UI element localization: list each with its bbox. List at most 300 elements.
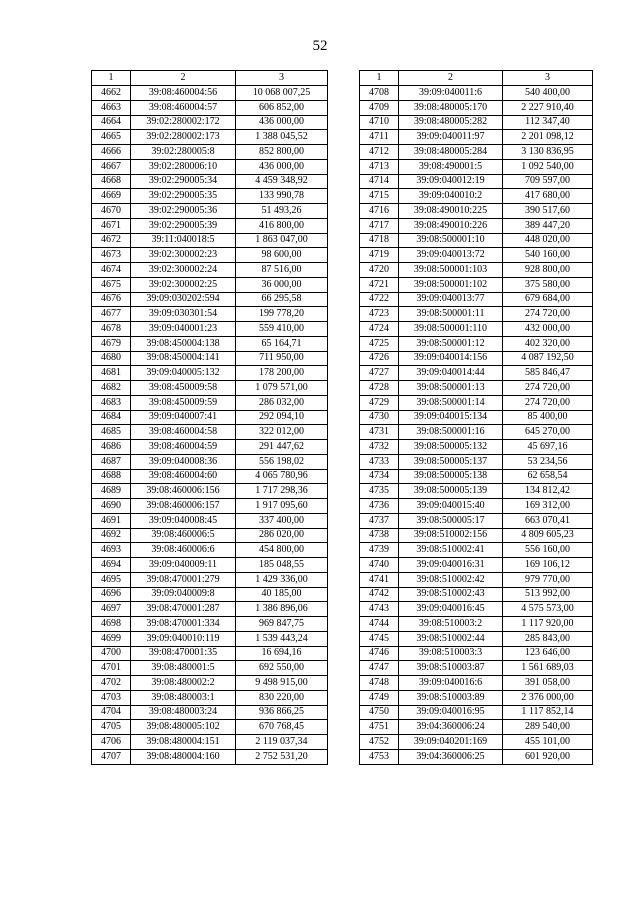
table-row [360, 145, 593, 160]
cadastral-number: 39:08:480003:1 [131, 690, 236, 705]
cadastral-value: 1 117 852,14 [503, 705, 593, 720]
row-number: 4670 [92, 204, 131, 219]
table-row [360, 189, 593, 204]
row-number: 4740 [360, 558, 399, 573]
table-row [92, 292, 328, 307]
row-number: 4728 [360, 381, 399, 396]
row-number: 4681 [92, 366, 131, 381]
table-row [360, 705, 593, 720]
row-number: 4727 [360, 366, 399, 381]
row-number: 4686 [92, 440, 131, 455]
cadastral-value: 711 950,00 [236, 351, 328, 366]
table-row [360, 720, 593, 735]
cadastral-value: 556 160,00 [503, 543, 593, 558]
column-header-row [360, 71, 593, 86]
cadastral-number: 39:02:280006:10 [131, 159, 236, 174]
table-row [92, 395, 328, 410]
column-header: 2 [131, 71, 236, 86]
row-number: 4688 [92, 469, 131, 484]
row-number: 4699 [92, 631, 131, 646]
cadastral-value: 1 079 571,00 [236, 381, 328, 396]
cadastral-number: 39:08:500001:16 [399, 425, 503, 440]
cadastral-value: 322 012,00 [236, 425, 328, 440]
cadastral-number: 39:09:040201:169 [399, 735, 503, 750]
row-number: 4684 [92, 410, 131, 425]
table-row [92, 558, 328, 573]
cadastral-number: 39:08:480003:24 [131, 705, 236, 720]
row-number: 4675 [92, 277, 131, 292]
cadastral-value: 292 094,10 [236, 410, 328, 425]
cadastral-number: 39:08:460006:156 [131, 484, 236, 499]
table-row [360, 425, 593, 440]
cadastral-value: 979 770,00 [503, 572, 593, 587]
table-row [92, 322, 328, 337]
table-row [92, 690, 328, 705]
cadastral-number: 39:09:040013:72 [399, 248, 503, 263]
table-row [360, 277, 593, 292]
table-row [360, 631, 593, 646]
table-row [360, 543, 593, 558]
row-number: 4693 [92, 543, 131, 558]
cadastral-value: 65 164,71 [236, 336, 328, 351]
cadastral-number: 39:09:040005:132 [131, 366, 236, 381]
row-number: 4720 [360, 263, 399, 278]
row-number: 4747 [360, 661, 399, 676]
cadastral-value: 601 920,00 [503, 749, 593, 764]
cadastral-number: 39:09:040016:31 [399, 558, 503, 573]
cadastral-table-right [359, 70, 593, 765]
table-row [360, 159, 593, 174]
cadastral-value: 185 048,55 [236, 558, 328, 573]
table-row [92, 410, 328, 425]
row-number: 4731 [360, 425, 399, 440]
table-row [92, 174, 328, 189]
table-row [360, 292, 593, 307]
row-number: 4735 [360, 484, 399, 499]
cadastral-number: 39:08:500001:10 [399, 233, 503, 248]
table-row [360, 395, 593, 410]
cadastral-number: 39:08:510003:89 [399, 690, 503, 705]
table-row [92, 233, 328, 248]
table-row [360, 499, 593, 514]
cadastral-number: 39:09:040009:11 [131, 558, 236, 573]
table-row [92, 499, 328, 514]
table-row [92, 351, 328, 366]
cadastral-number: 39:02:290005:35 [131, 189, 236, 204]
row-number: 4703 [92, 690, 131, 705]
cadastral-value: 928 800,00 [503, 263, 593, 278]
row-number: 4689 [92, 484, 131, 499]
cadastral-number: 39:09:030301:54 [131, 307, 236, 322]
table-row [360, 646, 593, 661]
row-number: 4706 [92, 735, 131, 750]
cadastral-value: 169 106,12 [503, 558, 593, 573]
cadastral-value: 2 376 000,00 [503, 690, 593, 705]
table-row [92, 572, 328, 587]
cadastral-number: 39:11:040018:5 [131, 233, 236, 248]
row-number: 4722 [360, 292, 399, 307]
cadastral-number: 39:02:290005:39 [131, 218, 236, 233]
cadastral-value: 375 580,00 [503, 277, 593, 292]
row-number: 4736 [360, 499, 399, 514]
table-row [92, 130, 328, 145]
table-row [360, 410, 593, 425]
cadastral-number: 39:09:040016:95 [399, 705, 503, 720]
table-row [360, 263, 593, 278]
cadastral-number: 39:08:510003:87 [399, 661, 503, 676]
cadastral-value: 286 020,00 [236, 528, 328, 543]
row-number: 4750 [360, 705, 399, 720]
table-row [92, 366, 328, 381]
cadastral-value: 45 697,16 [503, 440, 593, 455]
row-number: 4724 [360, 322, 399, 337]
row-number: 4677 [92, 307, 131, 322]
table-row [360, 661, 593, 676]
table-row [92, 381, 328, 396]
table-row [92, 204, 328, 219]
cadastral-value: 178 200,00 [236, 366, 328, 381]
table-row [360, 528, 593, 543]
row-number: 4666 [92, 145, 131, 160]
cadastral-value: 390 517,60 [503, 204, 593, 219]
cadastral-number: 39:09:040016:45 [399, 602, 503, 617]
cadastral-value: 274 720,00 [503, 307, 593, 322]
table-row [360, 322, 593, 337]
row-number: 4748 [360, 676, 399, 691]
row-number: 4723 [360, 307, 399, 322]
table-row [360, 218, 593, 233]
cadastral-number: 39:08:480005:282 [399, 115, 503, 130]
cadastral-value: 1 539 443,24 [236, 631, 328, 646]
cadastral-value: 1 717 298,36 [236, 484, 328, 499]
column-header: 1 [92, 71, 131, 86]
cadastral-value: 87 516,00 [236, 263, 328, 278]
table-row [360, 749, 593, 764]
table-row [360, 469, 593, 484]
cadastral-number: 39:08:500005:139 [399, 484, 503, 499]
cadastral-number: 39:04:360006:24 [399, 720, 503, 735]
row-number: 4697 [92, 602, 131, 617]
row-number: 4738 [360, 528, 399, 543]
row-number: 4715 [360, 189, 399, 204]
cadastral-value: 936 866,25 [236, 705, 328, 720]
cadastral-number: 39:02:280005:8 [131, 145, 236, 160]
row-number: 4717 [360, 218, 399, 233]
row-number: 4721 [360, 277, 399, 292]
cadastral-number: 39:08:460006:6 [131, 543, 236, 558]
table-row [360, 440, 593, 455]
table-row [360, 690, 593, 705]
cadastral-number: 39:09:040001:23 [131, 322, 236, 337]
row-number: 4710 [360, 115, 399, 130]
cadastral-value: 286 032,00 [236, 395, 328, 410]
table-row [92, 602, 328, 617]
cadastral-number: 39:09:040015:40 [399, 499, 503, 514]
cadastral-value: 10 068 007,25 [236, 86, 328, 101]
row-number: 4707 [92, 749, 131, 764]
cadastral-number: 39:09:040007:41 [131, 410, 236, 425]
cadastral-number: 39:09:040015:134 [399, 410, 503, 425]
cadastral-number: 39:02:280002:172 [131, 115, 236, 130]
column-header: 1 [360, 71, 399, 86]
table-row [92, 454, 328, 469]
table-row [360, 204, 593, 219]
cadastral-number: 39:08:490001:5 [399, 159, 503, 174]
cadastral-number: 39:09:040011:97 [399, 130, 503, 145]
cadastral-value: 585 846,47 [503, 366, 593, 381]
cadastral-value: 4 087 192,50 [503, 351, 593, 366]
table-row [92, 720, 328, 735]
row-number: 4682 [92, 381, 131, 396]
row-number: 4667 [92, 159, 131, 174]
cadastral-value: 291 447,62 [236, 440, 328, 455]
row-number: 4674 [92, 263, 131, 278]
row-number: 4737 [360, 513, 399, 528]
table-row [360, 381, 593, 396]
cadastral-number: 39:08:500005:132 [399, 440, 503, 455]
cadastral-value: 337 400,00 [236, 513, 328, 528]
table-row [360, 558, 593, 573]
cadastral-value: 16 694,16 [236, 646, 328, 661]
row-number: 4673 [92, 248, 131, 263]
cadastral-value: 454 800,00 [236, 543, 328, 558]
row-number: 4744 [360, 617, 399, 632]
row-number: 4680 [92, 351, 131, 366]
cadastral-number: 39:09:040016:6 [399, 676, 503, 691]
cadastral-number: 39:02:300002:24 [131, 263, 236, 278]
cadastral-number: 39:09:030202:594 [131, 292, 236, 307]
cadastral-value: 432 000,00 [503, 322, 593, 337]
cadastral-value: 670 768,45 [236, 720, 328, 735]
row-number: 4718 [360, 233, 399, 248]
cadastral-number: 39:08:470001:287 [131, 602, 236, 617]
row-number: 4672 [92, 233, 131, 248]
row-number: 4669 [92, 189, 131, 204]
cadastral-value: 289 540,00 [503, 720, 593, 735]
row-number: 4663 [92, 100, 131, 115]
cadastral-number: 39:08:460004:58 [131, 425, 236, 440]
cadastral-value: 1 386 896,06 [236, 602, 328, 617]
cadastral-number: 39:09:040013:77 [399, 292, 503, 307]
row-number: 4734 [360, 469, 399, 484]
cadastral-number: 39:09:040011:6 [399, 86, 503, 101]
column-header: 2 [399, 71, 503, 86]
cadastral-value: 540 400,00 [503, 86, 593, 101]
cadastral-value: 2 201 098,12 [503, 130, 593, 145]
row-number: 4725 [360, 336, 399, 351]
cadastral-number: 39:08:500005:17 [399, 513, 503, 528]
table-row [360, 174, 593, 189]
table-row [92, 528, 328, 543]
row-number: 4749 [360, 690, 399, 705]
row-number: 4739 [360, 543, 399, 558]
cadastral-value: 1 917 095,60 [236, 499, 328, 514]
cadastral-value: 645 270,00 [503, 425, 593, 440]
cadastral-number: 39:09:040009:8 [131, 587, 236, 602]
cadastral-value: 1 429 336,00 [236, 572, 328, 587]
table-row [92, 336, 328, 351]
cadastral-value: 852 800,00 [236, 145, 328, 160]
cadastral-number: 39:08:450004:138 [131, 336, 236, 351]
cadastral-value: 4 575 573,00 [503, 602, 593, 617]
cadastral-number: 39:08:510003:3 [399, 646, 503, 661]
table-row [360, 513, 593, 528]
row-number: 4746 [360, 646, 399, 661]
cadastral-number: 39:09:040008:36 [131, 454, 236, 469]
table-row [92, 159, 328, 174]
cadastral-value: 556 198,02 [236, 454, 328, 469]
row-number: 4695 [92, 572, 131, 587]
cadastral-value: 455 101,00 [503, 735, 593, 750]
table-row [360, 454, 593, 469]
table-row [360, 130, 593, 145]
cadastral-value: 133 990,78 [236, 189, 328, 204]
cadastral-value: 2 119 037,34 [236, 735, 328, 750]
table-row [360, 617, 593, 632]
row-number: 4687 [92, 454, 131, 469]
cadastral-value: 1 388 045,52 [236, 130, 328, 145]
row-number: 4753 [360, 749, 399, 764]
cadastral-value: 1 092 540,00 [503, 159, 593, 174]
row-number: 4694 [92, 558, 131, 573]
cadastral-number: 39:09:040008:45 [131, 513, 236, 528]
row-number: 4711 [360, 130, 399, 145]
cadastral-value: 123 646,00 [503, 646, 593, 661]
row-number: 4704 [92, 705, 131, 720]
row-number: 4705 [92, 720, 131, 735]
row-number: 4743 [360, 602, 399, 617]
cadastral-value: 40 185,00 [236, 587, 328, 602]
row-number: 4668 [92, 174, 131, 189]
cadastral-value: 66 295,58 [236, 292, 328, 307]
table-body [360, 71, 593, 765]
table-row [92, 115, 328, 130]
row-number: 4679 [92, 336, 131, 351]
table-row [92, 705, 328, 720]
table-row [92, 189, 328, 204]
row-number: 4676 [92, 292, 131, 307]
row-number: 4713 [360, 159, 399, 174]
table-row [360, 366, 593, 381]
table-row [92, 218, 328, 233]
cadastral-value: 540 160,00 [503, 248, 593, 263]
cadastral-number: 39:08:510003:2 [399, 617, 503, 632]
row-number: 4741 [360, 572, 399, 587]
cadastral-value: 4 809 605,23 [503, 528, 593, 543]
table-row [92, 661, 328, 676]
cadastral-number: 39:02:280002:173 [131, 130, 236, 145]
table-row [92, 676, 328, 691]
row-number: 4742 [360, 587, 399, 602]
cadastral-number: 39:02:290005:34 [131, 174, 236, 189]
cadastral-number: 39:08:500001:11 [399, 307, 503, 322]
row-number: 4732 [360, 440, 399, 455]
cadastral-value: 692 550,00 [236, 661, 328, 676]
cadastral-value: 4 065 780,96 [236, 469, 328, 484]
cadastral-value: 448 020,00 [503, 233, 593, 248]
cadastral-table-left [91, 70, 328, 765]
cadastral-value: 274 720,00 [503, 395, 593, 410]
cadastral-number: 39:04:360006:25 [399, 749, 503, 764]
row-number: 4726 [360, 351, 399, 366]
cadastral-value: 679 684,00 [503, 292, 593, 307]
table-row [92, 735, 328, 750]
cadastral-number: 39:08:480004:160 [131, 749, 236, 764]
cadastral-number: 39:09:040014:44 [399, 366, 503, 381]
cadastral-value: 417 680,00 [503, 189, 593, 204]
row-number: 4683 [92, 395, 131, 410]
cadastral-value: 51 493,26 [236, 204, 328, 219]
cadastral-value: 663 070,41 [503, 513, 593, 528]
row-number: 4678 [92, 322, 131, 337]
table-row [92, 469, 328, 484]
row-number: 4714 [360, 174, 399, 189]
row-number: 4685 [92, 425, 131, 440]
cadastral-value: 559 410,00 [236, 322, 328, 337]
table-row [92, 425, 328, 440]
cadastral-number: 39:08:450004:141 [131, 351, 236, 366]
cadastral-number: 39:08:510002:44 [399, 631, 503, 646]
cadastral-number: 39:08:460006:5 [131, 528, 236, 543]
row-number: 4712 [360, 145, 399, 160]
cadastral-value: 3 130 836,95 [503, 145, 593, 160]
cadastral-value: 112 347,40 [503, 115, 593, 130]
row-number: 4716 [360, 204, 399, 219]
cadastral-value: 53 234,56 [503, 454, 593, 469]
cadastral-number: 39:08:500001:13 [399, 381, 503, 396]
row-number: 4691 [92, 513, 131, 528]
column-header: 3 [236, 71, 328, 86]
row-number: 4751 [360, 720, 399, 735]
row-number: 4696 [92, 587, 131, 602]
cadastral-number: 39:08:500001:102 [399, 277, 503, 292]
cadastral-number: 39:08:460004:60 [131, 469, 236, 484]
cadastral-number: 39:08:450009:58 [131, 381, 236, 396]
table-row [360, 307, 593, 322]
cadastral-value: 389 447,20 [503, 218, 593, 233]
cadastral-value: 436 000,00 [236, 115, 328, 130]
column-header: 3 [503, 71, 593, 86]
cadastral-value: 2 752 531,20 [236, 749, 328, 764]
cadastral-number: 39:09:040012:19 [399, 174, 503, 189]
table-row [92, 543, 328, 558]
cadastral-value: 402 320,00 [503, 336, 593, 351]
table-row [360, 587, 593, 602]
cadastral-number: 39:08:470001:35 [131, 646, 236, 661]
cadastral-value: 391 058,00 [503, 676, 593, 691]
cadastral-number: 39:02:300002:25 [131, 277, 236, 292]
cadastral-number: 39:09:040010:2 [399, 189, 503, 204]
cadastral-value: 285 843,00 [503, 631, 593, 646]
cadastral-number: 39:02:290005:36 [131, 204, 236, 219]
table-row [360, 233, 593, 248]
cadastral-number: 39:08:450009:59 [131, 395, 236, 410]
cadastral-number: 39:08:500001:12 [399, 336, 503, 351]
cadastral-value: 85 400,00 [503, 410, 593, 425]
row-number: 4698 [92, 617, 131, 632]
table-row [92, 86, 328, 101]
cadastral-value: 134 812,42 [503, 484, 593, 499]
cadastral-number: 39:08:510002:156 [399, 528, 503, 543]
table-row [360, 336, 593, 351]
cadastral-value: 969 847,75 [236, 617, 328, 632]
table-row [92, 749, 328, 764]
cadastral-value: 513 992,00 [503, 587, 593, 602]
row-number: 4664 [92, 115, 131, 130]
cadastral-number: 39:08:490010:226 [399, 218, 503, 233]
cadastral-value: 62 658,54 [503, 469, 593, 484]
table-row [92, 263, 328, 278]
